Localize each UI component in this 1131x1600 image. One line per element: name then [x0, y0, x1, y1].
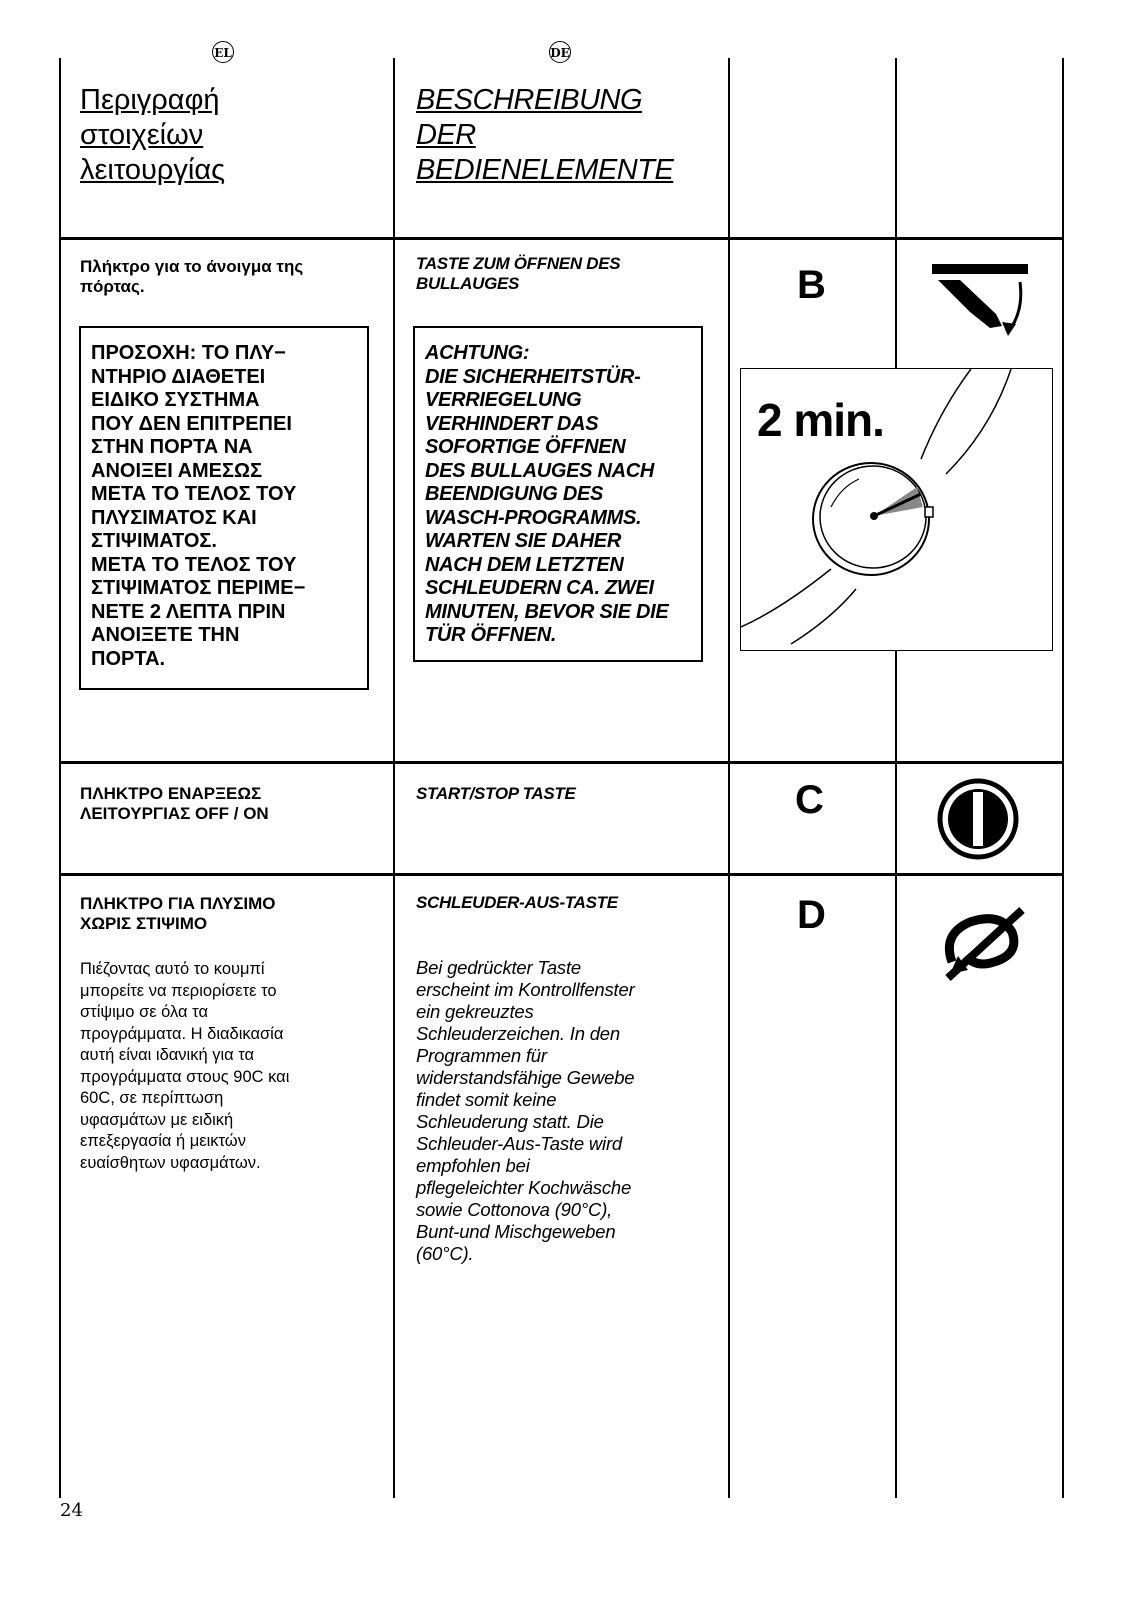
row-divider [59, 237, 1064, 240]
page-number: 24 [60, 1500, 83, 1521]
power-icon [935, 774, 1021, 864]
door-warning-greek: ΠΡΟΣΟΧΗ: ΤΟ ΠΛΥ− ΝΤΗΡΙΟ ΔΙΑΘΕΤΕΙ ΕΙΔΙΚΟ ΣΥΣΤΗΜΑ ΠΟΥ ΔΕΝ ΕΠΙΤΡΕΠΕΙ ΣΤΗΝ ΠΟΡΤΑ ΝΑ ΑΝΟΙΞΕΙ ΑΜΕΣΩΣ ΜΕΤΑ ΤΟ ΤΕΛΟΣ ΤΟΥ ΠΛΥΣΙΜΑΤΟΣ ΚΑΙ ΣΤΙΨΙΜΑΤΟΣ. ΜΕΤΑ ΤΟ ΤΕΛΟΣ ΤΟΥ ΣΤΙΨΙΜΑΤΟΣ ΠΕΡΙΜΕ− ΝΕΤΕ 2 ΛΕΠΤΑ ΠΡΙΝ ΑΝΟΙΞΕΤΕ ΤΗΝ ΠΟΡΤΑ. [79, 326, 369, 690]
section-title-german: BESCHREIBUNG DER BEDIENELEMENTE [416, 84, 674, 186]
door-button-heading-greek: Πλήκτρο για το άνοιγμα της πόρτας. [80, 257, 304, 296]
no-spin-description-greek: Πιέζοντας αυτό το κουμπί μπορείτε να περιορίσετε το στίψιμο σε όλα τα προγράμματα. Η διαδικασία αυτή είναι ιδανική για τα προγράμματα στους 90C και 60C, σε περίπτωση υφασμάτων με ειδική επεξεργασία ή μεικτών ευαίσθητων υφασμάτων. [80, 960, 290, 1172]
column-divider [895, 58, 897, 1498]
language-badge-greek: EL [212, 41, 234, 63]
start-button-heading-german: START/STOP TASTE [416, 784, 576, 803]
wristwatch-icon [741, 369, 1051, 649]
door-open-icon [930, 262, 1030, 342]
row-divider [59, 761, 1064, 764]
start-button-heading-greek: ΠΛΗΚΤΡΟ ΕΝΑΡΞΕΩΣ ΛΕΙΤΟΥΡΓΙΑΣ OFF / ON [80, 784, 269, 823]
control-letter-d: D [797, 893, 826, 937]
column-divider [59, 58, 61, 1498]
timer-label: 2 min. [757, 394, 884, 446]
language-badge-german: DE [549, 41, 571, 63]
column-divider [1062, 58, 1064, 1498]
no-spin-icon [940, 904, 1030, 984]
control-letter-c: C [795, 778, 824, 822]
column-divider [393, 58, 395, 1498]
timer-illustration [740, 368, 1053, 651]
no-spin-description-german: Bei gedrückter Taste erscheint im Kontrollfenster ein gekreuztes Schleuderzeichen. In den Programmen für widerstandsfähige Gewebe findet somit keine Schleuderung statt. Die Schleuder-Aus-Taste wird empfohlen bei pflegeleichter Kochwäsche sowie Cottonova (90°C), Bunt-und Mischgeweben (60°C). [416, 957, 635, 1264]
door-button-heading-german: TASTE ZUM ÖFFNEN DES BULLAUGES [416, 254, 621, 293]
row-divider [59, 873, 1064, 876]
control-letter-b: B [797, 263, 826, 307]
section-title-greek: Περιγραφή στοιχείων λειτουργίας [80, 84, 226, 186]
column-divider [728, 58, 730, 1498]
no-spin-button-heading-greek: ΠΛΗΚΤΡΟ ΓΙΑ ΠΛΥΣΙΜΟ ΧΩΡΙΣ ΣΤΙΨΙΜΟ [80, 894, 276, 933]
no-spin-button-heading-german: SCHLEUDER-AUS-TASTE [416, 893, 618, 912]
door-warning-german: ACHTUNG: DIE SICHERHEITSTÜR- VERRIEGELUNG VERHINDERT DAS SOFORTIGE ÖFFNEN DES BULLAUGES NACH BEENDIGUNG DES WASCH-PROGRAMMS. WARTEN SIE DAHER NACH DEM LETZTEN SCHLEUDERN CA. ZWEI MINUTEN, BEVOR SIE DIE TÜR ÖFFNEN. [413, 326, 703, 662]
